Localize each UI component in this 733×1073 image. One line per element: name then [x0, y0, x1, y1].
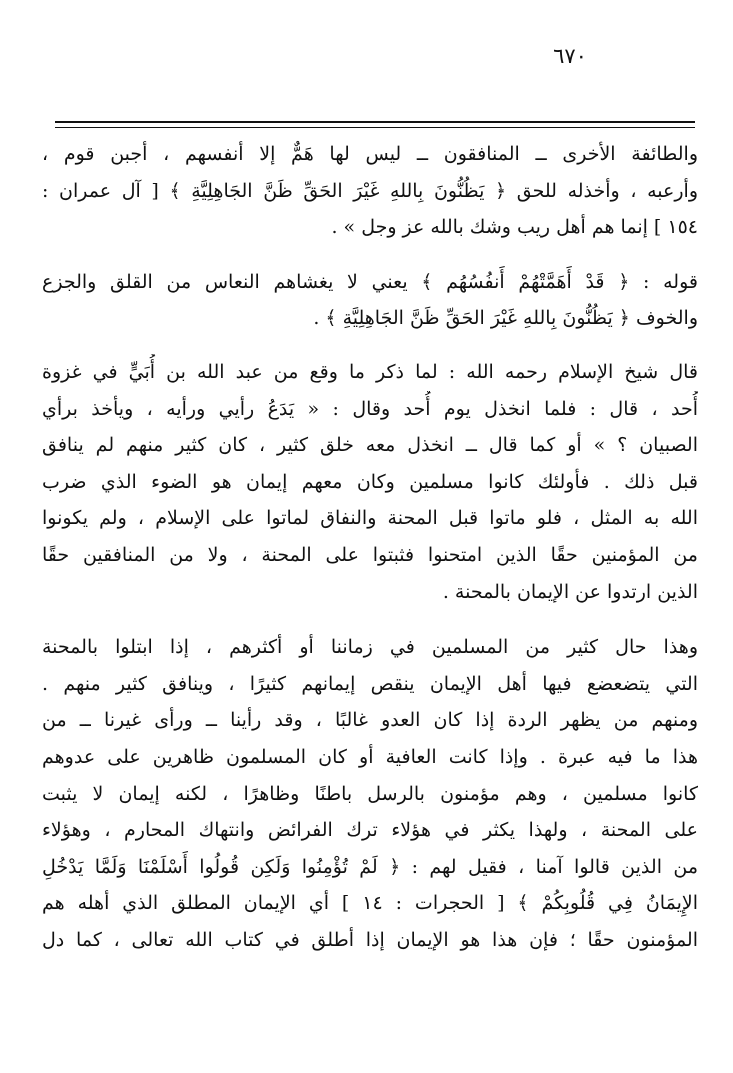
paragraph-1 [42, 136, 698, 246]
paragraph-2 [42, 264, 698, 337]
text-line: والطائفة الأخرى ــ المنافقون ــ ليس لها هَمٌّ إلا أنفسهم ، أجبن قوم ، [42, 143, 698, 165]
page-number: ٦٧٠ [553, 44, 587, 68]
text-line: من المؤمنين حقًا الذين امتحنوا فثبتوا على المحنة ، ولا من المنافقين حقًا [42, 543, 698, 566]
text-line: كانوا مسلمين ، وهم مؤمنون بالرسل باطنًا وظاهرًا ، لكنه إيمان لا يثبت [42, 782, 698, 805]
page-body [42, 136, 698, 958]
paragraph-4 [42, 629, 698, 958]
header-rule-thick [55, 121, 695, 123]
text-line: وهذا حال كثير من المسلمين في زماننا أو أكثرهم ، إذا ابتلوا بالمحنة [42, 636, 698, 659]
paragraph-spacer [42, 337, 698, 354]
text-line: على المحنة ، ولهذا يكثر في هؤلاء ترك الفرائض وانتهاك المحارم ، وهؤلاء [42, 819, 698, 842]
text-line: قال شيخ الإسلام رحمه الله : لما ذكر ما وقع من عبد الله بن أُبَيٍّ في غزوة [42, 360, 698, 383]
text-line: قوله : ﴿ قَدْ أَهَمَّتْهُمْ أَنفُسُهُم ﴾ يعني لا يغشاهم النعاس من القلق والجزع [42, 270, 698, 293]
paragraph-spacer [42, 610, 698, 629]
text-line: والخوف ﴿ يَظُنُّونَ بِاللهِ غَيْرَ الحَقِّ ظَنَّ الجَاهِلِيَّةِ ﴾ . [313, 307, 698, 330]
text-line: أُحد ، قال : فلما انخذل يوم أُحد وقال : « يَدَعُ رأيي ورأيه ، ويأخذ برأي [42, 397, 698, 420]
text-line: وأرعبه ، وأخذله للحق ﴿ يَظُنُّونَ بِاللهِ غَيْرَ الحَقِّ ظَنَّ الجَاهِلِيَّةِ ﴾ [ آل عمران : [42, 179, 698, 202]
text-line: هذا ما فيه عبرة . وإذا كانت العافية أو كان المسلمون ظاهرين على عدوهم [42, 745, 698, 768]
text-line: الصبيان ؟ » أو كما قال ــ انخذل معه خلق كثير ، كان كثير منهم لم ينافق [42, 434, 698, 457]
paragraph-3 [42, 354, 698, 610]
text-line: قبل ذلك . فأولئك كانوا مسلمين وكان معهم إيمان هو الضوء الذي ضرب [42, 470, 698, 493]
text-line: الإِيمَانُ فِي قُلُوبِكُمْ ﴾ [ الحجرات : ١٤ ] أي الإيمان المطلق الذي أهله هم [42, 892, 698, 915]
text-line: المؤمنون حقًا ؛ فإن هذا هو الإيمان إذا أطلق في كتاب الله تعالى ، كما دل [42, 928, 698, 951]
paragraph-spacer [42, 246, 698, 264]
text-line: ١٥٤ ] إنما هم أهل ريب وشك بالله عز وجل » . [331, 216, 698, 239]
header-rule-thin [55, 127, 695, 128]
text-line: من الذين قالوا آمنا ، فقيل لهم : ﴿ لَمْ تُؤْمِنُوا وَلَكِن قُولُوا أَسْلَمْنَا وَلَمَّا يَدْخُلِ [42, 855, 698, 878]
text-line: التي يتضعضع فيها أهل الإيمان ينقص إيمانهم كثيرًا ، وينافق كثير منهم . [42, 672, 698, 695]
text-line: الله به المثل ، فلو ماتوا قبل المحنة والنفاق لماتوا على الإسلام ، ولم يكونوا [42, 507, 698, 530]
text-line: ومنهم من يظهر الردة إذا كان العدو غالبًا ، وقد رأينا ــ ورأى غيرنا ــ من [42, 709, 698, 732]
text-line: الذين ارتدوا عن الإيمان بالمحنة . [442, 580, 698, 603]
